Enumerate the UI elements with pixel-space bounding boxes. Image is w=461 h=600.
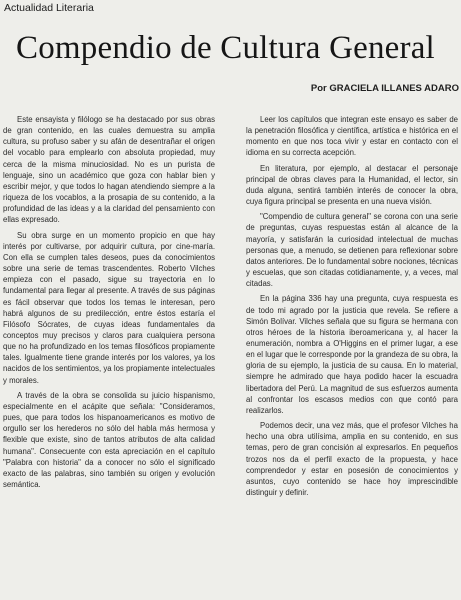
paragraph: Su obra surge en un momento propicio en que hay interés por cultivarse, por adquirir cultura, por cine-maría. Con ella se cumplen tales deseos, pues da conocimientos sobre una serie de temas trascendentes. Roberto Vilches empieza con el pasado, sigue su trayectoria en lo fundamental para llegar al presente. A través de sus páginas es fácil observar que todos los temas le interesan, pero habrá algunos de su predilección, entre éstos estaría el Filósofo Sócrates, de cuyas ideas fundamentales da conceptos muy precisos y claros para cualquiera persona que no ha profundizado en los temas filosóficos propiamente tales. Igualmente tiene grande interés por los valores, ya los nacidos de los sentimientos, ya los propiamente intelectuales y morales. <box>3 230 215 385</box>
article-title: Compendio de Cultura General <box>16 30 435 66</box>
right-column <box>246 114 458 502</box>
paragraph: "Compendio de cultura general" se corona con una serie de preguntas, cuyas respuestas están al alcance de la mayoría, y satisfarán la curiosidad intelectual de muchas personas que, a menudo, se detienen para reflexionar sobre datos anteriores. De lo fundamental sobre nociones, técnicas y escuelas, que son citadas cotidianamente, y, a veces, mal citadas. <box>246 212 458 289</box>
left-column <box>3 114 215 494</box>
paragraph: Podemos decir, una vez más, que el profesor Vilches ha hecho una obra utilísima, amplia en su contenido, en sus temas, pero de gran concisión al expresarlos. En pequeños trozos nos da el perfil exacto de la propuesta, y hace comprendedor y estar en posesión de conocimientos y asuntos, cuyo contenido se hace hoy imprescindible distinguir y definir. <box>246 421 458 497</box>
author-byline: Por GRACIELA ILLANES ADARO <box>310 83 459 94</box>
paragraph: En la página 336 hay una pregunta, cuya respuesta es de todo mi agrado por la justicia que revela. Se refiere a Simón Bolívar. Vilches señala que su figura se hermana con otros héroes de la historia iberoamericana y, al hacer la enumeración, nombra a O'Higgins en el primer lugar, a ese en el lugar que le corresponde por la grandeza de su obra, la gloria de su ejemplo, la justicia de su causa. En lo material, siempre he admirado que haya podido hacer la escuadra libertadora del Perú. La magnitud de sus esfuerzos aumenta al confrontar los escasos medios con que contó para realizarlos. <box>246 294 458 415</box>
paragraph: En literatura, por ejemplo, al destacar el personaje principal de obras claves para la Humanidad, el lector, sin duda alguna, sentirá también interés de conocer la obra, cuya figura principal se presenta en una nueva visión. <box>246 163 458 207</box>
section-label: Actualidad Literaria <box>4 2 94 14</box>
paragraph: Leer los capítulos que integran este ensayo es saber de la penetración filosófica y científica, artística e histórica en el momento en que nos toca vivir y estar en contacto con el idioma en su correcta acepción. <box>246 115 458 158</box>
paragraph: A través de la obra se consolida su juicio hispanismo, especialmente en el acápite que señala: "Consideramos, pues, que para todos los hispanoamericanos es motivo de orgullo ser los herederos no sólo del habla más hermosa y flexible que existe, sino de tantos atributos de alta calidad humana". Consecuente con esta apreciación en el capítulo "Palabra con historia" da a conocer no sólo el significado exacto de las palabras, sino también su origen y evolución semántica. <box>3 390 215 489</box>
paragraph: Este ensayista y filólogo se ha destacado por sus obras de gran contenido, en las cuales demuestra su amplia cultura, su profuso saber y su afán de desentrañar el origen del vocablo para emplearlo con absoluta propiedad, muy cerca de la misma minuciosidad. No es un purista de lenguaje, sino un académico que goza con hablar bien y escribir mejor, y que todos lo hagan atendiendo siempre a la riqueza de los vocablos, a la prosapia de su contenido, a la profundidad de las ideas y a la claridad del pensamiento con ellas expresado. <box>3 115 215 225</box>
